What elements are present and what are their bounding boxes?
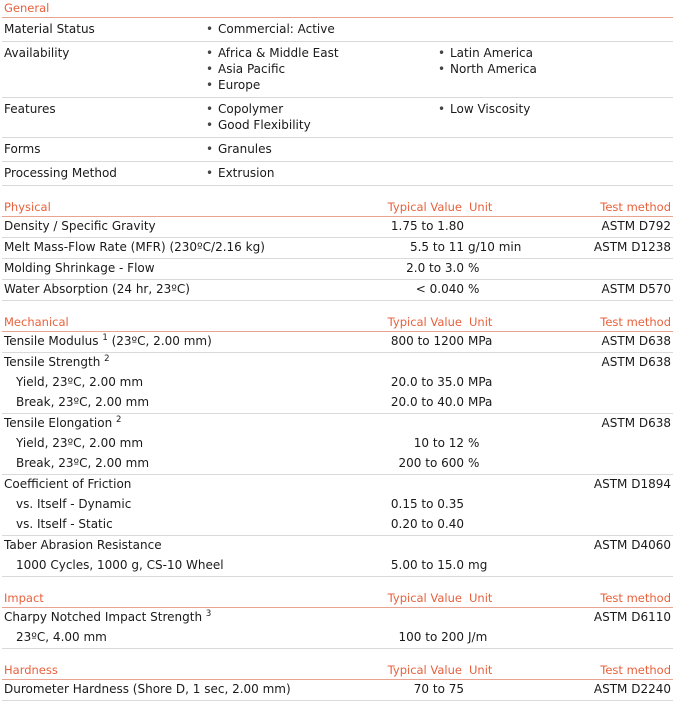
property-row [2,217,673,238]
property-row [2,373,673,393]
general-row-values-2 [434,98,673,138]
property-unit [466,217,546,238]
property-test-method: ASTM D2240 [546,680,673,701]
property-row [2,628,673,649]
column-header-unit: Unit [466,199,546,217]
property-unit [466,495,546,515]
general-value-item: • Copolymer [204,101,432,117]
property-name: Molding Shrinkage - Flow [2,259,374,280]
property-name: 23ºC, 4.00 mm [2,628,374,649]
section-physical [2,199,673,301]
property-unit: MPa [468,375,493,389]
property-unit [466,353,546,374]
property-row [2,280,673,301]
property-name: vs. Itself - Dynamic [16,497,132,511]
property-row [2,536,673,557]
property-name: Tensile Strength $^2$ [4,354,110,369]
general-row-values-1 [202,98,434,138]
column-header-test-method: Test method [546,662,673,680]
property-test-method [546,259,673,280]
section-header-mechanical [2,314,673,332]
section-title-general: General [2,0,673,18]
general-row [2,138,673,162]
general-value-item: • Europe [204,77,432,93]
property-row [2,556,673,577]
general-row-label: Availability [2,42,202,98]
property-name: Break, 23ºC, 2.00 mm [2,454,374,475]
property-name: Coefficient of Friction [4,477,132,491]
property-name: Yield, 23ºC, 2.00 mm [16,375,144,389]
property-row [2,608,673,629]
general-row-label: Processing Method [2,162,202,186]
property-test-method [546,556,673,577]
property-test-method: ASTM D6110 [593,610,671,624]
column-header-unit: Unit [466,662,546,680]
general-value-item: • Commercial: Active [204,21,432,37]
property-unit [466,536,546,557]
property-name: Taber Abrasion Resistance [4,538,162,552]
column-header-typical-value: Typical Value [374,590,466,608]
property-test-method: ASTM D638 [601,416,671,430]
general-properties-body [2,18,673,186]
section-title-mechanical: Mechanical [2,314,374,332]
section-title-impact: Impact [2,590,374,608]
property-test-method [546,628,673,649]
column-header-unit: Unit [466,590,546,608]
property-typical-value: 5.00 to 15.0 [374,556,466,577]
property-typical-value: 2.0 to 3.0 [374,259,466,280]
property-row [2,475,673,496]
general-row [2,162,673,186]
property-name: 1000 Cycles, 1000 g, CS-10 Wheel [2,556,374,577]
property-typical-value: 200 to 600 [374,454,466,475]
section-title-physical: Physical [2,199,374,217]
property-unit: MPa [466,332,546,353]
general-value-item: • Extrusion [204,165,432,181]
property-unit [466,475,546,496]
section-header-general [2,0,673,18]
property-row [2,332,673,353]
section-title-hardness: Hardness [2,662,374,680]
general-row [2,42,673,98]
property-row [2,414,673,435]
property-row [2,495,673,515]
general-value-item: • Latin America [436,45,671,61]
property-name: Water Absorption (24 hr, 23ºC) [2,280,374,301]
property-test-method [546,495,673,515]
general-row-values-1 [202,162,434,186]
property-test-method: ASTM D638 [601,355,671,369]
general-row-label: Forms [2,138,202,162]
property-test-method: ASTM D638 [546,332,673,353]
property-row [2,680,673,701]
property-test-method: ASTM D570 [546,280,673,301]
property-name: vs. Itself - Static [2,515,374,536]
section-header-impact [2,590,673,608]
property-name: Break, 23ºC, 2.00 mm [2,393,374,414]
general-row-values-2 [434,162,673,186]
general-value-item: • Asia Pacific [204,61,432,77]
general-row-values-2 [434,138,673,162]
property-typical-value: 5.5 to 11 [374,238,466,259]
property-typical-value: 10 to 12 [413,436,464,450]
property-unit: % [466,259,546,280]
section-mechanical [2,314,673,577]
general-row-label: Material Status [2,18,202,42]
property-unit: MPa [466,393,546,414]
property-typical-value: 0.15 to 0.35 [390,497,464,511]
property-row [2,393,673,414]
general-row-label: Features [2,98,202,138]
property-test-method [546,434,673,454]
property-typical-value [374,536,466,557]
general-row-values-1 [202,42,434,98]
impact-properties-body [2,608,673,649]
column-header-test-method: Test method [546,590,673,608]
property-typical-value: 70 to 75 [374,680,466,701]
property-typical-value [374,608,466,629]
general-row-values-1 [202,18,434,42]
property-typical-value [374,475,466,496]
property-row [2,434,673,454]
property-unit [466,608,546,629]
property-name: Charpy Notched Impact Strength $^3$ [4,609,212,624]
general-value-item: • Granules [204,141,432,157]
property-name: Density / Specific Gravity [2,217,374,238]
property-unit: % [466,454,546,475]
property-row [2,353,673,374]
property-typical-value: 20.0 to 35.0 [390,375,464,389]
general-row [2,98,673,138]
property-typical-value: 0.20 to 0.40 [374,515,466,536]
property-name: Durometer Hardness (Shore D, 1 sec, 2.00 mm) [2,680,374,701]
property-unit: % [466,280,546,301]
general-row-values-2 [434,18,673,42]
property-typical-value: < 0.040 [374,280,466,301]
property-test-method [546,373,673,393]
property-unit [466,515,546,536]
property-test-method: ASTM D1238 [546,238,673,259]
property-test-method [546,393,673,414]
property-unit [466,680,546,701]
general-row [2,18,673,42]
property-typical-value: 1.75 to 1.80 [374,217,466,238]
section-impact [2,590,673,649]
general-value-item: • Low Viscosity [436,101,671,117]
property-name: Yield, 23ºC, 2.00 mm [16,436,144,450]
hardness-properties-body [2,680,673,701]
physical-properties-body [2,217,673,301]
property-unit: % [468,436,480,450]
property-test-method: ASTM D4060 [593,538,671,552]
property-row [2,238,673,259]
property-unit: g/10 min [466,238,546,259]
column-header-typical-value: Typical Value [374,199,466,217]
property-typical-value: 800 to 1200 [374,332,466,353]
column-header-typical-value: Typical Value [374,314,466,332]
property-name: Tensile Modulus $^1$ (23ºC, 2.00 mm) [2,332,374,353]
general-row-values-2 [434,42,673,98]
section-header-hardness [2,662,673,680]
property-name: Melt Mass-Flow Rate (MFR) (230ºC/2.16 kg) [2,238,374,259]
section-header-physical [2,199,673,217]
property-typical-value: 20.0 to 40.0 [374,393,466,414]
column-header-test-method: Test method [546,314,673,332]
column-header-test-method: Test method [546,199,673,217]
property-name: Tensile Elongation $^2$ [4,415,122,430]
general-value-item: • North America [436,61,671,77]
column-header-typical-value: Typical Value [374,662,466,680]
property-unit [466,414,546,435]
general-row-values-1 [202,138,434,162]
column-header-unit: Unit [466,314,546,332]
property-row [2,454,673,475]
general-value-item: • Good Flexibility [204,117,432,133]
property-typical-value [374,414,466,435]
general-value-item: • Africa & Middle East [204,45,432,61]
property-typical-value [374,353,466,374]
property-unit: J/m [466,628,546,649]
property-unit: mg [466,556,546,577]
property-row [2,259,673,280]
property-typical-value: 100 to 200 [374,628,466,649]
section-general [2,0,673,18]
section-hardness [2,662,673,701]
property-test-method: ASTM D792 [546,217,673,238]
property-test-method: ASTM D1894 [593,477,671,491]
property-row [2,515,673,536]
property-test-method [546,454,673,475]
property-test-method [546,515,673,536]
mechanical-properties-body [2,332,673,577]
